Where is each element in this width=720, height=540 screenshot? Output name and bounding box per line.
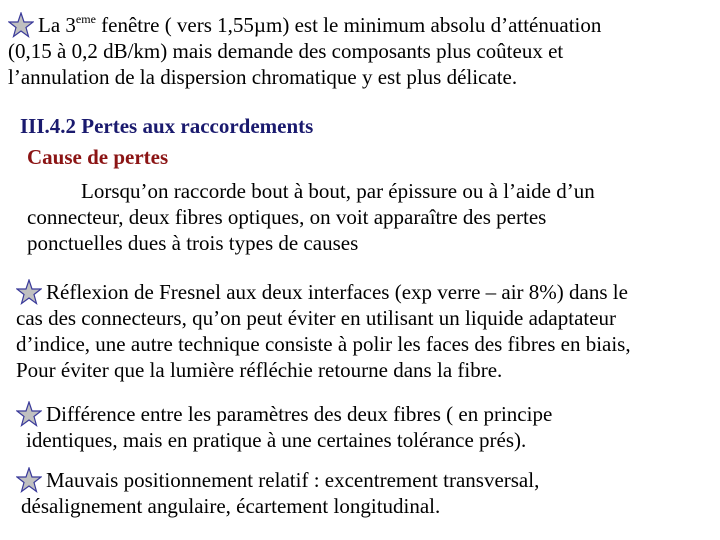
intro-line-3: l’annulation de la dispersion chromatique y est plus délicate. bbox=[8, 65, 518, 89]
intro-line-1: La 3eme fenêtre ( vers 1,55µm) est le minimum absolu d’atténuation bbox=[8, 6, 601, 38]
subheading: Cause de pertes bbox=[27, 145, 169, 169]
star-bullet-icon bbox=[16, 401, 42, 427]
body-line-1: Lorsqu’on raccorde bout à bout, par épissure ou à l’aide d’un bbox=[81, 179, 595, 203]
bullet-difference-line-1: Différence entre les paramètres des deux fibres ( en principe bbox=[16, 401, 552, 427]
bullet-difference bbox=[16, 401, 552, 453]
bullet-fresnel-line-2: cas des connecteurs, qu’on peut éviter en utilisant un liquide adaptateur bbox=[16, 306, 617, 330]
bullet-positioning bbox=[16, 467, 539, 519]
body-line-3: ponctuelles dues à trois types de causes bbox=[27, 231, 359, 255]
bullet-positioning-line-1: Mauvais positionnement relatif : excentrement transversal, bbox=[16, 467, 539, 493]
bullet-fresnel-line-3: d’indice, une autre technique consiste à polir les faces des fibres en biais, bbox=[16, 332, 631, 356]
bullet-fresnel-line-4: Pour éviter que la lumière réfléchie retourne dans la fibre. bbox=[16, 358, 503, 382]
bullet-positioning-line-2: désalignement angulaire, écartement longitudinal. bbox=[21, 494, 441, 518]
star-bullet-icon bbox=[16, 467, 42, 493]
section-heading: III.4.2 Pertes aux raccordements bbox=[20, 114, 314, 138]
bullet-fresnel-line-1: Réflexion de Fresnel aux deux interfaces (exp verre – air 8%) dans le bbox=[16, 279, 631, 305]
star-bullet-icon bbox=[16, 279, 42, 305]
intro-paragraph bbox=[8, 6, 601, 90]
bullet-difference-line-2: identiques, mais en pratique à une certaines tolérance prés). bbox=[26, 428, 527, 452]
body-paragraph bbox=[27, 178, 595, 256]
intro-line-2: (0,15 à 0,2 dB/km) mais demande des composants plus coûteux et bbox=[8, 39, 564, 63]
bullet-fresnel bbox=[16, 279, 631, 383]
star-bullet-icon bbox=[8, 12, 34, 38]
body-line-2: connecteur, deux fibres optiques, on voit apparaître des pertes bbox=[27, 205, 547, 229]
